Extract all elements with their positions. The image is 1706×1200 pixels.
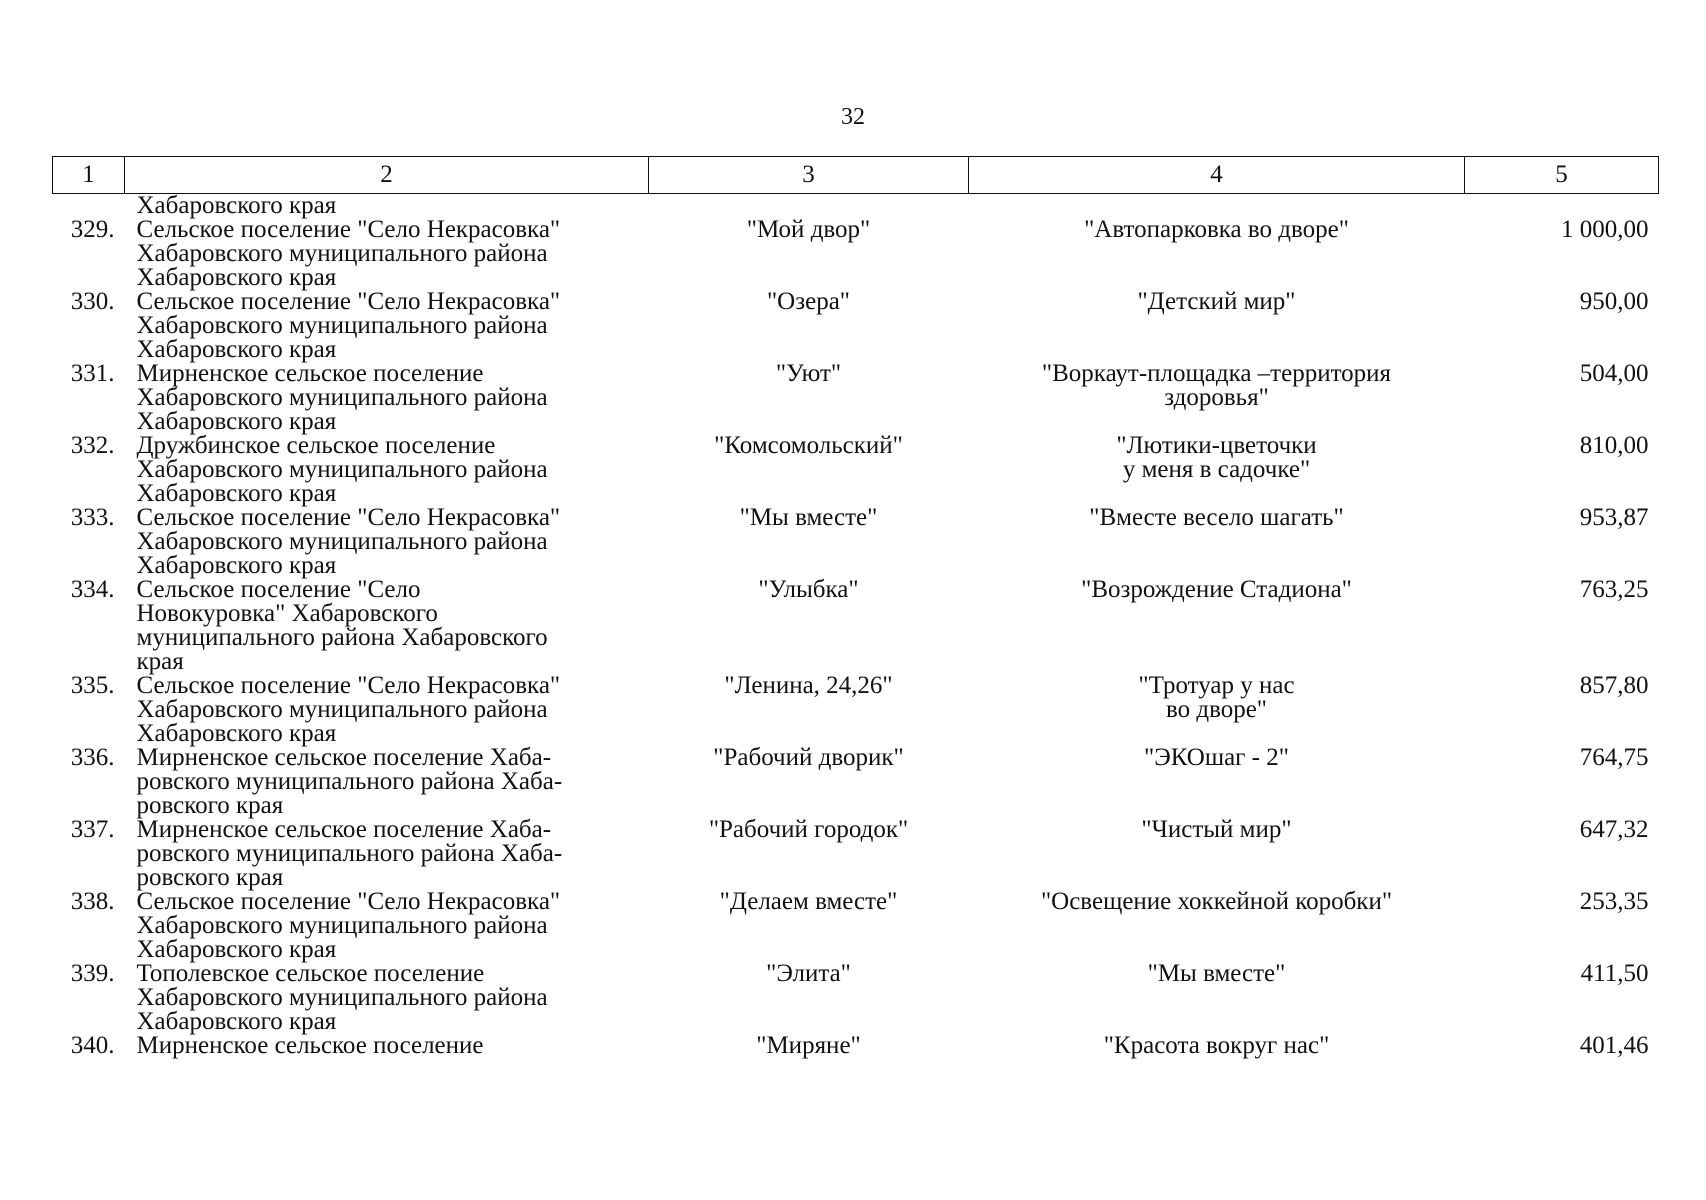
amount: 764,75 [1579,744,1649,771]
name-line: Хабаровского муниципального района [136,456,548,483]
appendix-table [52,156,1659,1058]
project-line: здоровья" [1164,384,1269,411]
table-row [53,434,1659,506]
row-number: 337. [70,816,115,843]
name-line: Хабаровского муниципального района [136,984,548,1011]
table-header [53,157,1659,194]
project-name [969,362,1465,434]
municipality-name [125,890,649,962]
continuation-row [53,194,1659,219]
name-line: Мирненское сельское поселение Хаба- [136,744,552,771]
header-cell-1: 1 [53,157,125,194]
project-line: у меня в садочке" [1122,456,1311,483]
row-number: 333. [70,504,115,531]
name-line: ровского края [136,792,284,819]
municipality-name [125,362,649,434]
row-number: 329. [70,216,115,243]
amount: 810,00 [1579,432,1649,459]
table-row [53,506,1659,578]
header-cell-4: 4 [969,157,1465,194]
name-line: Мирненское сельское поселение Хаба- [136,816,552,843]
amount: 504,00 [1579,360,1649,387]
project-line: "Воркаут-площадка –территория [1041,360,1392,387]
municipality-name [125,290,649,362]
municipality-name [125,218,649,290]
amount: 411,50 [1580,960,1649,987]
row-number: 334. [70,576,115,603]
territory-name: "Улыбка" [758,576,859,603]
name-line: Хабаровского края [136,336,337,363]
table-row [53,746,1659,818]
project-line: "Лютики-цветочки [1116,432,1317,459]
table-body [53,194,1659,1059]
name-line: Хабаровского края [136,936,337,963]
name-line: муниципального района Хабаровского [136,624,548,651]
project-line: "Красота вокруг нас" [1103,1032,1330,1059]
project-name [969,578,1465,674]
name-line: Дружбинское сельское поселение [136,432,496,459]
project-line: "Возрождение Стадиона" [1081,576,1352,603]
name-line: ровского края [136,864,284,891]
name-line: Мирненское сельское поселение [136,360,484,387]
amount: 1 000,00 [1561,216,1649,243]
row-number [53,194,125,219]
amount: 953,87 [1579,504,1649,531]
amount [1465,194,1659,219]
project-line: "Вместе весело шагать" [1089,504,1344,531]
row-number: 336. [70,744,115,771]
territory-name: "Ленина, 24,26" [724,672,893,699]
amount: 950,00 [1579,288,1649,315]
municipality-name [125,434,649,506]
project-line: "Чистый мир" [1141,816,1292,843]
municipality-name [125,578,649,674]
table-row [53,890,1659,962]
name-line: Хабаровского муниципального района [136,312,548,339]
municipality-name [125,506,649,578]
territory-name: "Уют" [775,360,842,387]
name-line: Хабаровского края [136,552,337,579]
amount: 647,32 [1579,816,1649,843]
row-number: 330. [70,288,115,315]
name-line: Тополевское сельское поселение [136,960,485,987]
territory-name: "Миряне" [756,1032,861,1059]
project-line: "Мы вместе" [1147,960,1286,987]
name-line: Хабаровского муниципального района [136,528,548,555]
amount: 857,80 [1579,672,1649,699]
row-number: 340. [70,1032,115,1059]
project-name [969,434,1465,506]
municipality-name [125,962,649,1034]
name-line: Сельское поселение "Село Некрасовка" [136,888,561,915]
name-line: Новокуровка" Хабаровского [136,600,438,627]
page-number: 32 [841,104,865,130]
project-line: "Тротуар у нас [1138,672,1295,699]
project-line: "Автопарковка во дворе" [1084,216,1349,243]
name-line: Хабаровского края [136,720,337,747]
territory-name: "Рабочий дворик" [713,744,904,771]
municipality-name [125,818,649,890]
header-cell-3: 3 [649,157,969,194]
table-row [53,362,1659,434]
row-number: 339. [70,960,115,987]
name-line: Хабаровского края [136,264,337,291]
project-name [969,674,1465,746]
name-line: Хабаровского муниципального района [136,240,548,267]
name-line: Сельское поселение "Село Некрасовка" [136,216,561,243]
territory-name: "Озера" [766,288,851,315]
name-line: Хабаровского муниципального района [136,912,548,939]
name-line: Хабаровского края [136,408,337,435]
name-line: ровского муниципального района Хаба- [136,768,563,795]
project-name [969,218,1465,290]
name-line: Хабаровского края [136,480,337,507]
name-line: Мирненское сельское поселение [136,1032,484,1059]
table-row [53,290,1659,362]
row-number: 332. [70,432,115,459]
table-row [53,218,1659,290]
territory-name [649,194,969,219]
municipality-name [125,746,649,818]
name-line: Хабаровского муниципального района [136,384,548,411]
table-row [53,674,1659,746]
row-number: 335. [70,672,115,699]
name-line: края [136,648,184,675]
territory-name: "Комсомольский" [714,432,903,459]
name-line: Хабаровского края [136,1008,337,1035]
name-line: Хабаровского муниципального района [136,696,548,723]
table-row [53,578,1659,674]
table-row [53,818,1659,890]
municipality-name [125,674,649,746]
row-number: 338. [70,888,115,915]
amount: 401,46 [1579,1032,1649,1059]
municipality-name [125,194,649,219]
project-name [969,1034,1465,1058]
project-name [969,746,1465,818]
project-name [969,290,1465,362]
territory-name: "Рабочий городок" [708,816,909,843]
project-name [969,890,1465,962]
project-line: "ЭКОшаг - 2" [1144,744,1289,771]
name-line: Сельское поселение "Село [136,576,421,603]
project-name [969,818,1465,890]
project-line: "Детский мир" [1137,288,1296,315]
name-line: Сельское поселение "Село Некрасовка" [136,504,561,531]
name-line: Сельское поселение "Село Некрасовка" [136,288,561,315]
name-line: Хабаровского края [136,192,337,219]
amount: 253,35 [1579,888,1649,915]
project-name [969,506,1465,578]
header-cell-5: 5 [1465,157,1659,194]
territory-name: "Мой двор" [746,216,871,243]
territory-name: "Мы вместе" [739,504,878,531]
name-line: ровского муниципального района Хаба- [136,840,563,867]
project-name [969,962,1465,1034]
header-row [53,157,1659,194]
municipality-name [125,1034,649,1058]
name-line: Сельское поселение "Село Некрасовка" [136,672,561,699]
territory-name: "Элита" [766,960,851,987]
table-row [53,962,1659,1034]
amount: 763,25 [1579,576,1649,603]
header-cell-2: 2 [125,157,649,194]
territory-name: "Делаем вместе" [719,888,898,915]
project-line: во дворе" [1165,696,1268,723]
project-name [969,194,1465,219]
project-line: "Освещение хоккейной коробки" [1040,888,1393,915]
row-number: 331. [70,360,115,387]
table-row [53,1034,1659,1058]
